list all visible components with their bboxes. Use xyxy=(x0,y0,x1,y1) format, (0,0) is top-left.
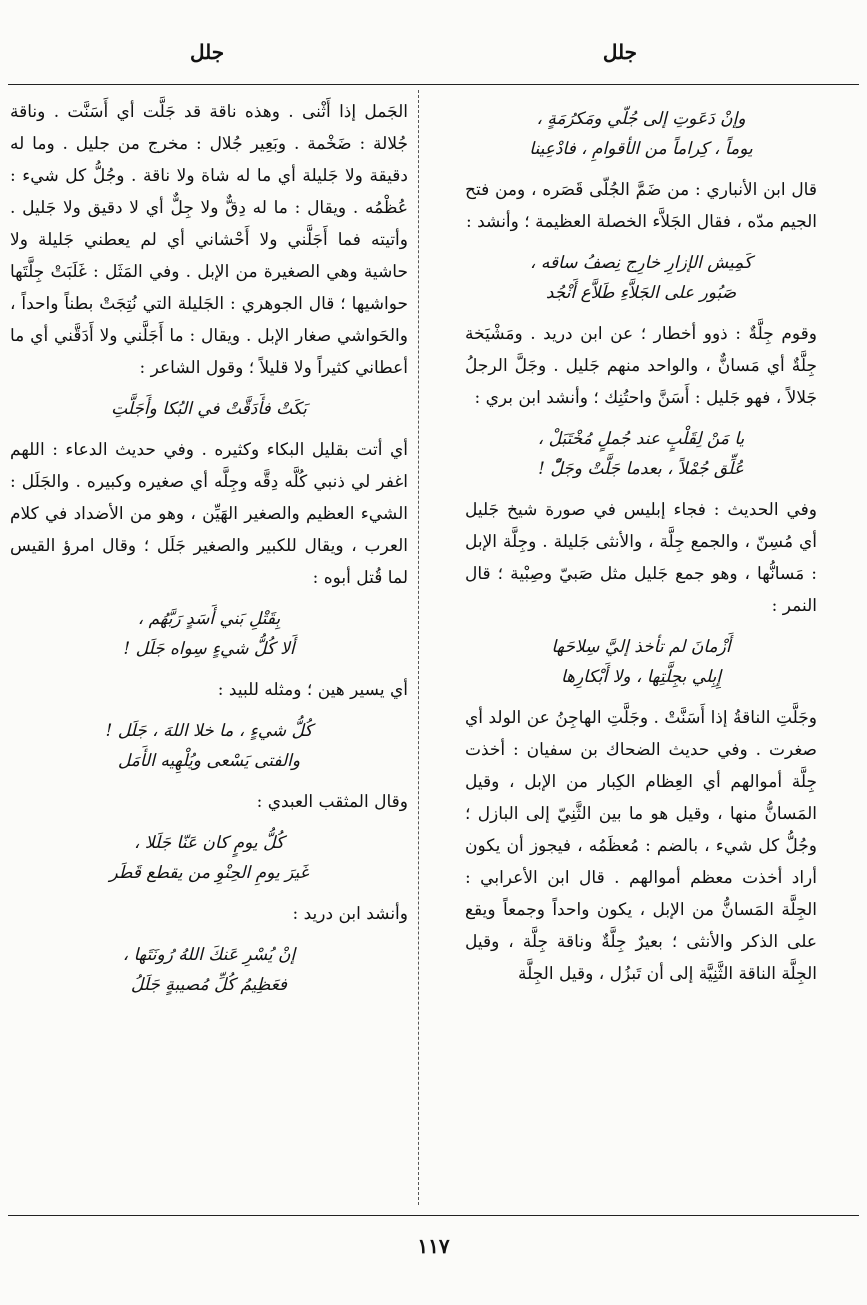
poetry-verse xyxy=(465,248,817,308)
verse-line: غَيرَ يومِ الحِنْوِ من يقطع قَطَر xyxy=(109,863,309,883)
verse-line: بَكَتْ فأَدَقَّتْ في البُكا وأَجَلَّتِ xyxy=(111,399,307,419)
verse-line: فعَظِيمُ كُلِّ مُصيبةٍ جَلَلُ xyxy=(130,975,288,995)
verse-line: بِقَتْلِ بَني أَسَدٍ رَبَّهُم ، xyxy=(137,609,281,629)
verse-line: أَزْمانَ لم تأخذ إليَّ سِلاحَها xyxy=(551,637,731,657)
verse-line: كُلُّ شيءٍ ، ما خلا اللهَ ، جَلَل ! xyxy=(105,721,313,741)
poetry-verse xyxy=(10,828,408,888)
poetry-verse xyxy=(10,604,408,664)
entry-paragraph: وجَلَّتِ الناقةُ إذا أَسَنَّتْ . وجَلَّتِ الهاجِنُ عن الولد أي صغرت . وفي حديث الضحاك بن سفيان : أخذت جِلَّة أموالهم أي العِظام الكِبار من الإبل ، وقيل المَسانُّ منها ، وقيل هو ما بين الثَّنِيّ إلى البازل ؛ وجُلُّ كل شيء ، بالضم : مُعظَمُه ، فيجوز أن يكون أراد أخذت معظم أموالهم . قال ابن الأعرابي : الجِلَّة المَسانُّ من الإبل ، يكون واحداً وجمعاً ويقع على الذكر والأنثى ؛ بعيرٌ جِلَّةٌ وناقة جِلَّة ، وقيل الجِلَّة الناقة الثَّنِيَّة إلى أن تَبزُل ، وقيل الجِلَّة xyxy=(465,708,817,984)
verse-line: صَبُور على الجَلاَّءِ طَلاَّع أَنْجُد xyxy=(545,283,737,303)
poetry-verse xyxy=(465,424,817,484)
running-header-left: جلل xyxy=(190,40,225,64)
verse-line: أَلا كُلُّ شيءٍ سِواه جَلَل ! xyxy=(123,639,295,659)
verse-line: وإنْ دَعَوتِ إلى جُلّي ومَكرُمَةٍ ، xyxy=(536,109,746,129)
entry-paragraph: وقال المثقب العبدي : xyxy=(256,792,408,812)
verse-line: والفتى يَسْعى ويُلْهِيه الأَمَل xyxy=(117,751,301,771)
entry-paragraph: قال ابن الأنباري : من ضَمَّ الجُلّى قَصَره ، ومن فتح الجيم مدّه ، فقال الجَلاَّء الخصلة العظيمة ؛ وأنشد : xyxy=(465,180,817,232)
bottom-rule xyxy=(8,1215,859,1216)
entry-paragraph: وفي الحديث : فجاء إبليس في صورة شيخ جَليل أي مُسِنّ ، والجمع جِلَّة ، والأنثى جَليلة . وجِلَّة الإبل : مَسانُّها ، وهو جمع جَليل مثل صَبيّ وصِبْية ؛ قال النمر : xyxy=(465,500,817,616)
verse-line: يوماً ، كِراماً من الأقوامِ ، فادْعِينا xyxy=(529,139,753,159)
left-column xyxy=(10,96,408,1209)
entry-paragraph: أي أتت بقليل البكاء وكثيره . وفي حديث الدعاء : اللهم اغفر لي ذنبي كُلَّه دِقَّه وجِلَّه أي صغيره وكبيره . والجَلَل : الشيء العظيم والصغير الهَيِّن ، وهو من الأضداد في كلام العرب ، ويقال للكبير والصغير جَلَل ؛ وقال امرؤ القيس لما قُتل أبوه : xyxy=(10,440,408,588)
entry-paragraph: أي يسير هين ؛ ومثله للبيد : xyxy=(217,680,408,700)
verse-line: إنْ يُسْرِ عَنكَ اللهُ رُونَتَها ، xyxy=(122,945,296,965)
column-divider xyxy=(418,90,419,1205)
verse-line: عُلِّق جُمْلاً ، بعدما جَلَّتْ وجَلّْ ! xyxy=(538,459,744,479)
verse-line: إِبِلي بجِلَّتِها ، ولا أَبْكارِها xyxy=(560,667,722,687)
poetry-verse xyxy=(10,394,408,424)
entry-paragraph: الجَمل إذا أَثْنى . وهذه ناقة قد جَلَّت أي أَسَنَّت . وناقة جُلالة : ضَخْمة . وبَعِير جُلال : مخرج من جليل . وما له دقيقة ولا جَليلة أي ما له شاة ولا ناقة . وجُلُّ كل شيء : عُظْمُه . ويقال : ما له دِقٌّ ولا جِلٌّ أي لا دقيق ولا جَليل . وأتيته فما أَجَلَّني ولا أَحْشاني أي لم يعطني جَليلة ولا حاشية وهي الصغيرة من الإبل . وفي المَثَل : غَلَبَتْ جِلَّتَها حواشيها ؛ قال الجوهري : الجَليلة التي نُتِجَتْ بطناً واحداً ، والحَواشي صغار الإبل . ويقال : ما أَجَلَّني ولا أَدَقَّني أي ما أعطاني كثيراً ولا قليلاً ؛ وقول الشاعر : xyxy=(10,102,408,378)
running-header-right: جلل xyxy=(602,40,637,64)
entry-paragraph: وقوم جِلَّةٌ : ذوو أخطار ؛ عن ابن دريد . ومَشْيَخة جِلَّةٌ أي مَسانٌّ ، والواحد منهم جَليل . وجَلَّ الرجلُ جَلالاً ، فهو جَليل : أَسَنَّ واحتُنِك ؛ وأنشد ابن بري : xyxy=(465,324,817,408)
top-rule xyxy=(8,84,859,85)
verse-line: يا مَنْ لِقَلْبٍ عند جُملٍ مُخْتَبَلْ ، xyxy=(537,429,745,449)
page-number: ١١٧ xyxy=(417,1234,450,1258)
entry-paragraph: وأنشد ابن دريد : xyxy=(292,904,408,924)
poetry-verse xyxy=(465,632,817,692)
right-column xyxy=(465,96,817,1209)
poetry-verse xyxy=(465,104,817,164)
verse-line: كَمِيش الإزارِ خارِج نِصفُ ساقه ، xyxy=(529,253,753,273)
verse-line: كُلُّ يومٍ كان عَنّا جَلَلا ، xyxy=(133,833,284,853)
poetry-verse xyxy=(10,716,408,776)
poetry-verse xyxy=(10,940,408,1000)
